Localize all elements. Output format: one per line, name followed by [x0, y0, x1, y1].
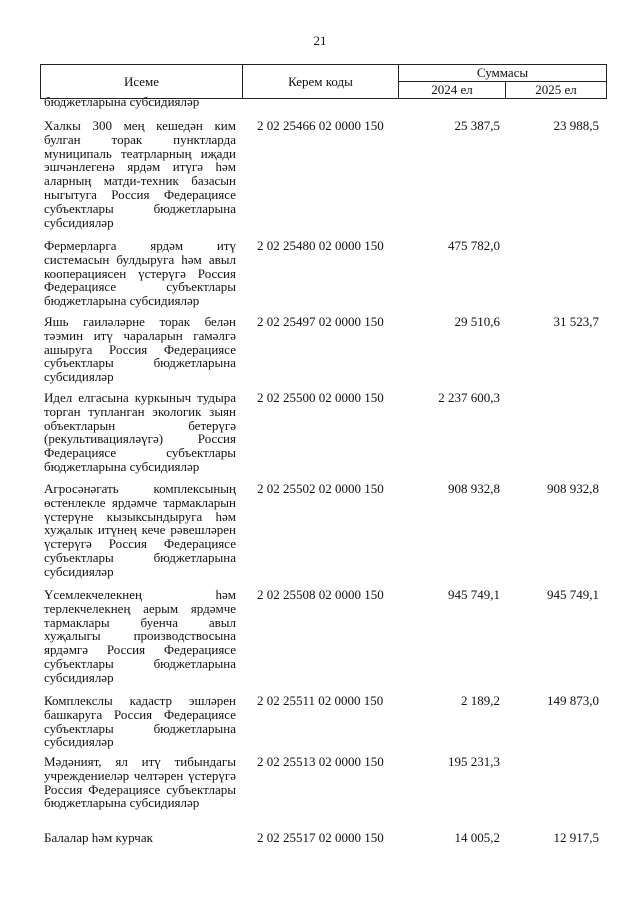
row-name: Идел елгасына куркыныч тудыра торган тупланган экологик зыян объектларын бетерүгә (рекультивацияләүгә) Россия Федерациясе субъектлары бюджетларына субсидияләр [44, 390, 236, 474]
row-code: 2 02 25466 02 0000 150 [257, 118, 384, 133]
row-value-2024: 14 005,2 [454, 830, 500, 845]
continuation-text: бюджетларына субсидияләр [44, 94, 200, 109]
row-value-2024: 475 782,0 [448, 238, 500, 253]
row-code: 2 02 25497 02 0000 150 [257, 314, 384, 329]
row-value-2024: 25 387,5 [454, 118, 500, 133]
header-code: Керем коды [243, 65, 399, 99]
row-value-2024: 908 932,8 [448, 481, 500, 496]
row-name: Балалар һәм курчак [44, 830, 153, 845]
row-value-2025: 945 749,1 [547, 587, 599, 602]
row-code: 2 02 25500 02 0000 150 [257, 390, 384, 405]
row-name: Халкы 300 мең кешедән ким булган торак пунктларда муниципаль театрларның иҗади эшчәнлегенә ярдәм итүгә һәм аларның матди-техник базасын ныгытуга Россия Федерациясе субъектлары бюджетларына субсидияләр [44, 118, 236, 230]
row-value-2025: 908 932,8 [547, 481, 599, 496]
header-name: Исеме [41, 65, 243, 99]
row-value-2024: 945 749,1 [448, 587, 500, 602]
row-code: 2 02 25502 02 0000 150 [257, 481, 384, 496]
row-name: Үсемлекчелекнең һәм терлекчелекнең аерым ярдәмче тармаклары буенча авыл хуҗалыгы производствосына ярдәмгә Россия Федерациясе субъектлары бюджетларына субсидияләр [44, 587, 236, 685]
row-name: Фермерларга ярдәм итү системасын булдыруга һәм авыл кооперациясен үстерүгә Россия Федерациясе субъектлары бюджетларына субсидияләр [44, 238, 236, 309]
row-value-2024: 29 510,6 [454, 314, 500, 329]
row-code: 2 02 25480 02 0000 150 [257, 238, 384, 253]
header-sum: Суммасы [399, 65, 607, 82]
row-code: 2 02 25517 02 0000 150 [257, 830, 384, 845]
row-value-2025: 149 873,0 [547, 693, 599, 708]
row-name: Яшь гаиләләрне торак белән тәэмин итү чараларын гамәлгә ашыруга Россия Федерациясе субъектлары бюджетларына субсидияләр [44, 314, 236, 385]
header-year-2025: 2025 ел [506, 82, 607, 99]
row-value-2024: 195 231,3 [448, 754, 500, 769]
row-name: Мәдәният, ял итү тибындагы учреждениеләр челтәрен үстерүгә Россия Федерациясе субъектлары бюджетларына субсидияләр [44, 754, 236, 811]
row-value-2024: 2 189,2 [461, 693, 500, 708]
row-value-2025: 12 917,5 [553, 830, 599, 845]
row-name: Агросәнәгать комплексының өстенлекле ярдәмче тармакларын үстерүне кызыксындыруга һәм хуҗалык итүнең кече рәвешләрен үстерүгә Россия Федерациясе субъектлары бюджетларына субсидияләр [44, 481, 236, 579]
row-code: 2 02 25508 02 0000 150 [257, 587, 384, 602]
row-code: 2 02 25513 02 0000 150 [257, 754, 384, 769]
row-code: 2 02 25511 02 0000 150 [257, 693, 384, 708]
row-value-2025: 23 988,5 [553, 118, 599, 133]
row-value-2025: 31 523,7 [553, 314, 599, 329]
row-name: Комплекслы кадастр эшләрен башкаруга Россия Федерациясе субъектлары бюджетларына субсидияләр [44, 693, 236, 750]
header-year-2024: 2024 ел [399, 82, 506, 99]
page-number: 21 [313, 33, 327, 48]
row-value-2024: 2 237 600,3 [438, 390, 500, 405]
